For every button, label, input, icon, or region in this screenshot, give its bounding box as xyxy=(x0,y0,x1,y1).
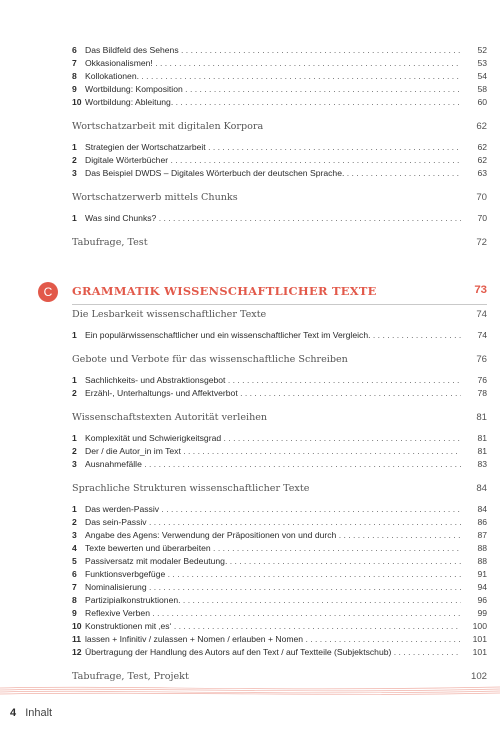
entry-page: 78 xyxy=(477,388,487,398)
toc-entry xyxy=(72,329,487,342)
entry-number: 6 xyxy=(72,45,77,55)
section-title: Wortschatzarbeit mit digitalen Korpora xyxy=(72,121,264,132)
entry-page: 52 xyxy=(477,45,487,55)
section-heading xyxy=(72,120,487,134)
toc-entry xyxy=(72,212,487,225)
entry-page: 88 xyxy=(477,556,487,566)
entry-title: Das Beispiel DWDS – Digitales Wörterbuch der deutschen Sprache. xyxy=(85,168,345,178)
entry-page: 96 xyxy=(477,595,487,605)
section-title: Tabufrage, Test, Projekt xyxy=(72,671,189,682)
section-heading xyxy=(72,191,487,205)
chapter-divider xyxy=(72,304,487,305)
entry-number: 9 xyxy=(72,84,77,94)
entry-title: Übertragung der Handlung des Autors auf den Text / auf Textteile (Subjektschub) xyxy=(85,647,392,657)
section-heading xyxy=(72,411,487,425)
entry-title: Funktionsverbgefüge xyxy=(85,569,166,579)
decorative-wave-lines xyxy=(0,684,500,698)
entry-number: 2 xyxy=(72,155,77,165)
entry-number: 10 xyxy=(72,621,82,631)
toc-part-c xyxy=(72,308,487,684)
entry-title: Was sind Chunks? xyxy=(85,213,157,223)
entry-title: Kollokationen. xyxy=(85,71,139,81)
entry-title: Das werden-Passiv xyxy=(85,504,160,514)
section-heading xyxy=(72,236,487,250)
section-page: 84 xyxy=(476,483,487,494)
entry-group xyxy=(72,212,487,225)
section-heading xyxy=(72,308,487,322)
section-title: Wortschatzerwerb mittels Chunks xyxy=(72,192,238,203)
entry-title: Ein populärwissenschaftlicher und ein wissenschaftlicher Text im Vergleich. xyxy=(85,330,371,340)
section-page: 74 xyxy=(476,309,487,320)
chapter-letter-badge: C xyxy=(38,282,58,302)
entry-page: 84 xyxy=(477,504,487,514)
toc-entry xyxy=(72,374,487,387)
entry-page: 54 xyxy=(477,71,487,81)
entry-title: Nominalisierung xyxy=(85,582,147,592)
entry-page: 63 xyxy=(477,168,487,178)
entry-group xyxy=(72,329,487,342)
entry-page: 58 xyxy=(477,84,487,94)
section-page: 76 xyxy=(476,354,487,365)
entry-title: Passiversatz mit modaler Bedeutung. xyxy=(85,556,228,566)
toc-entry xyxy=(72,646,487,659)
toc-entry xyxy=(72,555,487,568)
entry-number: 1 xyxy=(72,433,77,443)
section-title: Die Lesbarkeit wissenschaftlicher Texte xyxy=(72,309,267,320)
toc-entry xyxy=(72,542,487,555)
footer-label: Inhalt xyxy=(25,707,53,719)
entry-number: 5 xyxy=(72,556,77,566)
entry-number: 12 xyxy=(72,647,82,657)
toc-entry xyxy=(72,432,487,445)
section-page: 72 xyxy=(476,237,487,248)
entry-title: Das Bildfeld des Sehens xyxy=(85,45,179,55)
entry-group xyxy=(72,432,487,471)
section-page: 102 xyxy=(470,671,487,682)
toc-entry xyxy=(72,633,487,646)
toc-entry xyxy=(72,568,487,581)
toc-entry xyxy=(72,529,487,542)
entry-title: Der / die Autor_in im Text xyxy=(85,446,181,456)
toc-entry xyxy=(72,458,487,471)
entry-group xyxy=(72,44,487,109)
entry-number: 7 xyxy=(72,58,77,68)
toc-entry xyxy=(72,83,487,96)
toc-entry xyxy=(72,57,487,70)
entry-title: Strategien der Wortschatzarbeit xyxy=(85,142,206,152)
entry-page: 76 xyxy=(477,375,487,385)
toc-entry xyxy=(72,44,487,57)
toc-entry xyxy=(72,516,487,529)
toc-entry xyxy=(72,503,487,516)
toc-entry xyxy=(72,445,487,458)
entry-page: 60 xyxy=(477,97,487,107)
entry-page: 91 xyxy=(477,569,487,579)
chapter-heading xyxy=(38,282,487,302)
entry-number: 3 xyxy=(72,459,77,469)
toc-entry xyxy=(72,96,487,109)
section-page: 62 xyxy=(476,121,487,132)
entry-title: Wortbildung: Ableitung. xyxy=(85,97,174,107)
entry-page: 88 xyxy=(477,543,487,553)
entry-title: Digitale Wörterbücher xyxy=(85,155,169,165)
section-heading xyxy=(72,670,487,684)
entry-group xyxy=(72,374,487,400)
entry-number: 1 xyxy=(72,375,77,385)
entry-page: 53 xyxy=(477,58,487,68)
entry-title: Konstruktionen mit ‚es‘ xyxy=(85,621,172,631)
entry-number: 3 xyxy=(72,530,77,540)
page-footer xyxy=(10,707,52,719)
toc-entry xyxy=(72,387,487,400)
entry-number: 1 xyxy=(72,142,77,152)
entry-page: 86 xyxy=(477,517,487,527)
toc-entry xyxy=(72,607,487,620)
entry-page: 99 xyxy=(477,608,487,618)
section-page: 70 xyxy=(476,192,487,203)
toc-entry xyxy=(72,141,487,154)
entry-page: 101 xyxy=(472,634,487,644)
entry-page: 83 xyxy=(477,459,487,469)
entry-number: 8 xyxy=(72,71,77,81)
entry-number: 2 xyxy=(72,388,77,398)
section-page: 81 xyxy=(476,412,487,423)
section-title: Sprachliche Strukturen wissenschaftlicher Texte xyxy=(72,483,310,494)
entry-page: 70 xyxy=(477,213,487,223)
toc-entry xyxy=(72,581,487,594)
entry-title: Texte bewerten und überarbeiten xyxy=(85,543,211,553)
entry-page: 62 xyxy=(477,142,487,152)
entry-group xyxy=(72,141,487,180)
entry-number: 4 xyxy=(72,543,77,553)
entry-number: 1 xyxy=(72,213,77,223)
entry-number: 6 xyxy=(72,569,77,579)
entry-title: Okkasionalismen! xyxy=(85,58,153,68)
entry-page: 81 xyxy=(477,433,487,443)
entry-number: 2 xyxy=(72,517,77,527)
page-number: 4 xyxy=(10,707,17,719)
entry-page: 94 xyxy=(477,582,487,592)
entry-number: 1 xyxy=(72,504,77,514)
entry-page: 101 xyxy=(472,647,487,657)
section-title: Wissenschaftstexten Autorität verleihen xyxy=(72,412,268,423)
entry-number: 2 xyxy=(72,446,77,456)
entry-title: lassen + Infinitiv / zulassen + Nomen / erlauben + Nomen xyxy=(85,634,304,644)
toc-entry xyxy=(72,154,487,167)
entry-number: 7 xyxy=(72,582,77,592)
section-heading xyxy=(72,482,487,496)
entry-page: 81 xyxy=(477,446,487,456)
entry-page: 100 xyxy=(472,621,487,631)
entry-page: 87 xyxy=(477,530,487,540)
toc-entry xyxy=(72,594,487,607)
chapter-page: 73 xyxy=(474,284,487,296)
entry-title: Sachlichkeits- und Abstraktionsgebot xyxy=(85,375,226,385)
entry-number: 11 xyxy=(72,634,82,644)
entry-number: 10 xyxy=(72,97,82,107)
entry-title: Komplexität und Schwierigkeitsgrad xyxy=(85,433,222,443)
toc-part-b xyxy=(72,44,487,250)
entry-number: 1 xyxy=(72,330,77,340)
entry-page: 74 xyxy=(477,330,487,340)
chapter-title: GRAMMATIK WISSENSCHAFTLICHER TEXTE xyxy=(72,284,377,298)
entry-title: Das sein-Passiv xyxy=(85,517,147,527)
entry-title: Ausnahmefälle xyxy=(85,459,142,469)
entry-number: 3 xyxy=(72,168,77,178)
section-title: Gebote und Verbote für das wissenschaftliche Schreiben xyxy=(72,354,348,365)
entry-title: Angabe des Agens: Verwendung der Präpositionen von und durch xyxy=(85,530,337,540)
entry-title: Partizipialkonstruktionen. xyxy=(85,595,181,605)
entry-page: 62 xyxy=(477,155,487,165)
entry-number: 8 xyxy=(72,595,77,605)
entry-title: Wortbildung: Komposition xyxy=(85,84,183,94)
section-heading xyxy=(72,353,487,367)
toc-entry xyxy=(72,620,487,633)
entry-title: Erzähl-, Unterhaltungs- und Affektverbot xyxy=(85,388,238,398)
entry-number: 9 xyxy=(72,608,77,618)
entry-title: Reflexive Verben xyxy=(85,608,150,618)
entry-group xyxy=(72,503,487,659)
section-title: Tabufrage, Test xyxy=(72,237,148,248)
toc-entry xyxy=(72,70,487,83)
toc-entry xyxy=(72,167,487,180)
